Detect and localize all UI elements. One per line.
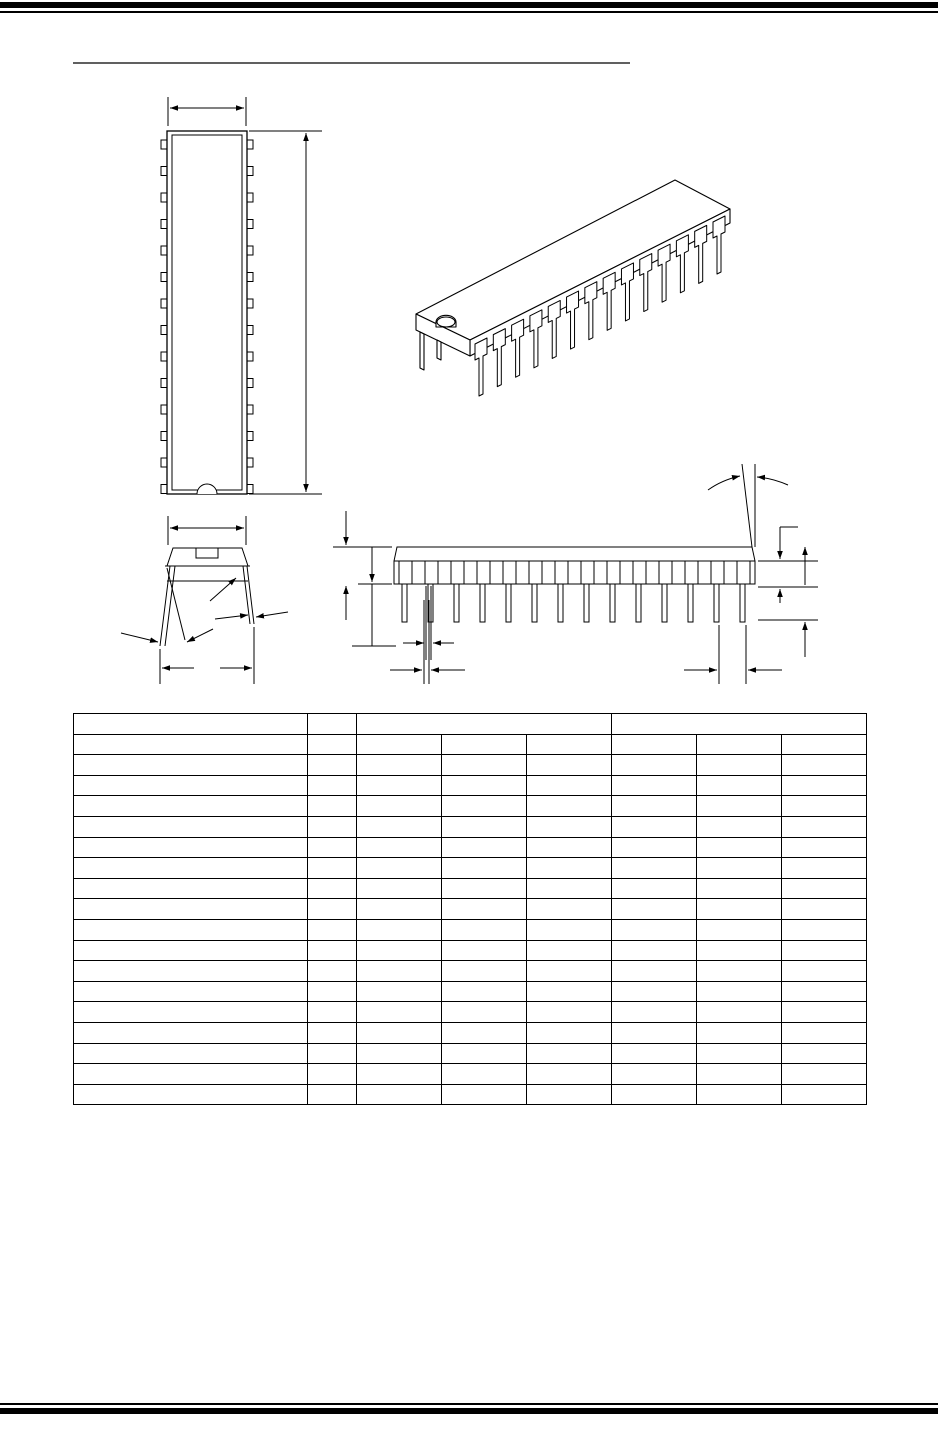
- table-cell: [612, 755, 697, 776]
- table-cell: [527, 775, 612, 796]
- table-cell: [357, 899, 442, 920]
- table-cell: [782, 796, 867, 817]
- table-cell: [357, 878, 442, 899]
- pin-left: [161, 220, 167, 229]
- table-cell: [442, 961, 527, 982]
- table-cell: [612, 775, 697, 796]
- table-cell: [74, 1043, 308, 1064]
- table-cell: [357, 940, 442, 961]
- table-cell: [612, 961, 697, 982]
- iso-pin: [713, 216, 725, 274]
- pin-left: [161, 485, 167, 494]
- table-row: [74, 919, 867, 940]
- table-cell: [612, 816, 697, 837]
- table-cell: [442, 775, 527, 796]
- table-cell: [527, 1043, 612, 1064]
- table-cell: [527, 858, 612, 879]
- table-cell: [74, 981, 308, 1002]
- table-cell: [782, 816, 867, 837]
- table-cell: [357, 796, 442, 817]
- pin-right: [247, 352, 253, 361]
- table-cell: [308, 816, 357, 837]
- table-cell: [308, 796, 357, 817]
- table-cell: [308, 1002, 357, 1023]
- table-row: [74, 961, 867, 982]
- iso-pin: [493, 329, 505, 387]
- table-cell: [357, 1084, 442, 1105]
- table-cell: [357, 1043, 442, 1064]
- table-row: [74, 837, 867, 858]
- table-cell: [782, 1002, 867, 1023]
- dimensions-table: [73, 713, 867, 1105]
- table-cell: [442, 1064, 527, 1085]
- table-cell: [442, 919, 527, 940]
- table-cell: [74, 961, 308, 982]
- table-cell: [527, 734, 612, 755]
- side-pin-lead: [506, 584, 511, 622]
- table-cell: [442, 1022, 527, 1043]
- table-cell: [74, 899, 308, 920]
- table-row: [74, 1084, 867, 1105]
- table-cell: [442, 1084, 527, 1105]
- table-cell: [697, 816, 782, 837]
- table-cell: [442, 816, 527, 837]
- table-cell: [697, 1084, 782, 1105]
- pin-left: [161, 379, 167, 388]
- table-cell: [74, 796, 308, 817]
- side-pin-lead: [584, 584, 589, 622]
- table-cell: [308, 878, 357, 899]
- header-cell: [612, 714, 867, 735]
- iso-pin: [640, 254, 652, 312]
- table-cell: [697, 775, 782, 796]
- table-cell: [357, 1002, 442, 1023]
- table-cell: [527, 878, 612, 899]
- table-cell: [74, 1064, 308, 1085]
- table-cell: [357, 981, 442, 1002]
- table-cell: [308, 940, 357, 961]
- table-cell: [782, 961, 867, 982]
- pin-left: [161, 246, 167, 255]
- table-cell: [527, 837, 612, 858]
- pin-left: [161, 326, 167, 335]
- bottom-rule: [0, 1403, 938, 1414]
- top-view: [167, 97, 322, 494]
- table-cell: [442, 858, 527, 879]
- table-cell: [527, 1022, 612, 1043]
- table-cell: [612, 1084, 697, 1105]
- side-pin-lead: [714, 584, 719, 622]
- table-row: [74, 1002, 867, 1023]
- top-rule: [0, 2, 938, 13]
- table-cell: [612, 796, 697, 817]
- table-cell: [357, 1022, 442, 1043]
- pin-right: [247, 326, 253, 335]
- table-cell: [308, 1064, 357, 1085]
- table-cell: [74, 1002, 308, 1023]
- table-cell: [74, 878, 308, 899]
- table-cell: [697, 858, 782, 879]
- table-cell: [612, 1064, 697, 1085]
- table-cell: [782, 1084, 867, 1105]
- pin-right: [247, 299, 253, 308]
- table-cell: [442, 899, 527, 920]
- table-cell: [308, 981, 357, 1002]
- table-cell: [782, 878, 867, 899]
- table-cell: [357, 858, 442, 879]
- table-cell: [308, 899, 357, 920]
- table-cell: [782, 858, 867, 879]
- table-cell: [74, 734, 308, 755]
- table-cell: [782, 919, 867, 940]
- table-cell: [782, 1043, 867, 1064]
- iso-pin: [567, 291, 579, 349]
- table-cell: [527, 816, 612, 837]
- side-pin-lead: [740, 584, 745, 622]
- table-cell: [612, 837, 697, 858]
- table-cell: [74, 1084, 308, 1105]
- table-cell: [357, 775, 442, 796]
- table-cell: [74, 837, 308, 858]
- side-pin-lead: [558, 584, 563, 622]
- table-cell: [308, 919, 357, 940]
- table-cell: [442, 837, 527, 858]
- side-pin-lead: [688, 584, 693, 622]
- table-cell: [357, 755, 442, 776]
- pin-right: [247, 485, 253, 494]
- table-row: [74, 940, 867, 961]
- table-row: [74, 734, 867, 755]
- table-cell: [612, 899, 697, 920]
- table-cell: [782, 940, 867, 961]
- table-cell: [782, 899, 867, 920]
- table-cell: [612, 734, 697, 755]
- table-cell: [697, 878, 782, 899]
- table-cell: [527, 981, 612, 1002]
- iso-pin: [475, 338, 487, 396]
- table-cell: [697, 1002, 782, 1023]
- pin-right: [247, 273, 253, 282]
- pin-left: [161, 432, 167, 441]
- table-row: [74, 1043, 867, 1064]
- table-cell: [527, 796, 612, 817]
- iso-pin: [530, 310, 542, 368]
- table-cell: [74, 919, 308, 940]
- table-cell: [527, 899, 612, 920]
- table-row: [74, 1064, 867, 1085]
- iso-pin: [603, 272, 615, 330]
- table-cell: [308, 775, 357, 796]
- table-cell: [357, 734, 442, 755]
- table-cell: [782, 837, 867, 858]
- table-cell: [308, 1022, 357, 1043]
- table-cell: [697, 961, 782, 982]
- table-cell: [74, 775, 308, 796]
- table-cell: [782, 1064, 867, 1085]
- table-cell: [357, 837, 442, 858]
- table-row: [74, 899, 867, 920]
- table-cell: [527, 940, 612, 961]
- table-cell: [782, 734, 867, 755]
- table-cell: [74, 816, 308, 837]
- table-header-row: [74, 714, 867, 735]
- pin-right: [247, 246, 253, 255]
- table-cell: [697, 1022, 782, 1043]
- side-pin-lead: [636, 584, 641, 622]
- iso-pin: [512, 319, 524, 377]
- table-cell: [697, 796, 782, 817]
- pin-left: [161, 299, 167, 308]
- table-cell: [308, 734, 357, 755]
- table-cell: [612, 1002, 697, 1023]
- table-cell: [697, 940, 782, 961]
- table-cell: [357, 1064, 442, 1085]
- pin-left: [161, 458, 167, 467]
- side-pin-lead: [480, 584, 485, 622]
- pin-right: [247, 193, 253, 202]
- table-cell: [612, 940, 697, 961]
- table-cell: [357, 816, 442, 837]
- table-cell: [697, 755, 782, 776]
- iso-pin: [585, 282, 597, 340]
- table-cell: [442, 878, 527, 899]
- table-cell: [308, 961, 357, 982]
- iso-pin: [676, 235, 688, 293]
- top-view-pins: [161, 140, 253, 494]
- table-row: [74, 858, 867, 879]
- pin-right: [247, 167, 253, 176]
- pin-right: [247, 432, 253, 441]
- table-cell: [697, 734, 782, 755]
- table-cell: [442, 796, 527, 817]
- table-cell: [612, 1022, 697, 1043]
- pin-left: [161, 352, 167, 361]
- table-cell: [697, 1043, 782, 1064]
- table-cell: [527, 755, 612, 776]
- side-view: [333, 464, 818, 684]
- table-cell: [612, 878, 697, 899]
- side-pin-lead: [402, 584, 407, 622]
- table-cell: [74, 1022, 308, 1043]
- table-cell: [442, 981, 527, 1002]
- table-cell: [442, 734, 527, 755]
- table-row: [74, 796, 867, 817]
- pin-left: [161, 273, 167, 282]
- table-cell: [782, 755, 867, 776]
- table-cell: [442, 940, 527, 961]
- side-pin-lead: [532, 584, 537, 622]
- table-cell: [74, 755, 308, 776]
- end-view: [121, 516, 288, 684]
- table-cell: [527, 1064, 612, 1085]
- pin-left: [161, 405, 167, 414]
- table-cell: [74, 940, 308, 961]
- table-cell: [357, 961, 442, 982]
- table-cell: [782, 981, 867, 1002]
- table-cell: [612, 858, 697, 879]
- side-pin-lead: [454, 584, 459, 622]
- pin-right: [247, 458, 253, 467]
- table-cell: [357, 919, 442, 940]
- table-cell: [612, 919, 697, 940]
- side-pin-lead: [662, 584, 667, 622]
- pin-left: [161, 167, 167, 176]
- header-cell: [357, 714, 612, 735]
- pin-right: [247, 379, 253, 388]
- table-cell: [782, 775, 867, 796]
- table-cell: [697, 981, 782, 1002]
- table-cell: [308, 1084, 357, 1105]
- iso-pin: [621, 263, 633, 321]
- table-cell: [612, 981, 697, 1002]
- table-cell: [527, 1084, 612, 1105]
- iso-pin: [658, 244, 670, 302]
- table-cell: [697, 1064, 782, 1085]
- table-cell: [527, 1002, 612, 1023]
- pin-right: [247, 405, 253, 414]
- iso-pin: [695, 225, 707, 283]
- table-cell: [442, 755, 527, 776]
- table-cell: [697, 837, 782, 858]
- table-cell: [442, 1043, 527, 1064]
- header-cell: [74, 714, 308, 735]
- table-row: [74, 755, 867, 776]
- pin1-notch: [197, 484, 217, 494]
- pin-right: [247, 140, 253, 149]
- table-row: [74, 981, 867, 1002]
- table-cell: [308, 858, 357, 879]
- table-cell: [527, 919, 612, 940]
- table-cell: [442, 1002, 527, 1023]
- table-cell: [308, 837, 357, 858]
- table-cell: [697, 899, 782, 920]
- table-cell: [782, 1022, 867, 1043]
- header-cell: [308, 714, 357, 735]
- pin-left: [161, 140, 167, 149]
- table-cell: [527, 961, 612, 982]
- table-row: [74, 878, 867, 899]
- table-row: [74, 1022, 867, 1043]
- table-row: [74, 775, 867, 796]
- table-cell: [308, 1043, 357, 1064]
- table-cell: [74, 858, 308, 879]
- pin-left: [161, 193, 167, 202]
- side-pin-lead: [610, 584, 615, 622]
- table-row: [74, 816, 867, 837]
- table-cell: [697, 919, 782, 940]
- table-cell: [308, 755, 357, 776]
- table-cell: [612, 1043, 697, 1064]
- pin-right: [247, 220, 253, 229]
- iso-pin: [548, 300, 560, 358]
